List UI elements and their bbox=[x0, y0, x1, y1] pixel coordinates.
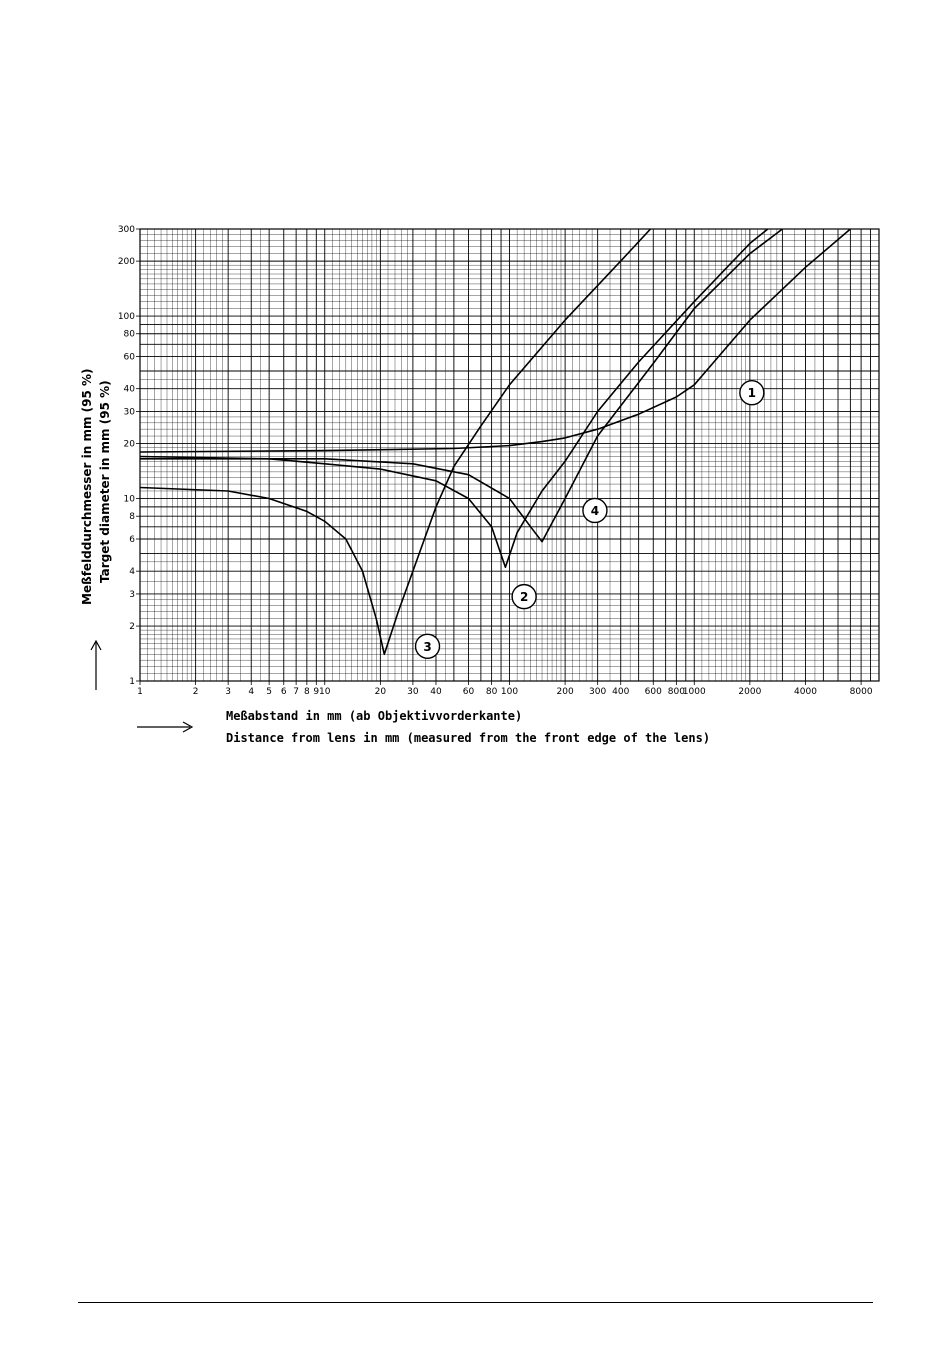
y-tick-label: 1 bbox=[129, 677, 135, 687]
y-tick-label: 8 bbox=[129, 512, 135, 523]
x-axis-label-english: Distance from lens in mm (measured from the front edge of the lens) bbox=[226, 731, 711, 745]
series-line-1 bbox=[140, 229, 850, 452]
curve-label-text: 2 bbox=[519, 590, 529, 605]
y-axis-label-english: Target diameter in mm (95 %) bbox=[98, 380, 112, 583]
x-tick-label: 3 bbox=[225, 687, 232, 697]
x-tick-label: 200 bbox=[556, 687, 574, 697]
y-tick-label: 80 bbox=[123, 329, 135, 340]
x-tick-label: 1000 bbox=[682, 687, 706, 697]
x-tick-label: 2000 bbox=[738, 687, 762, 697]
x-tick-label: 6 bbox=[280, 687, 287, 697]
y-tick-label: 2 bbox=[129, 622, 135, 633]
y-tick-label: 300 bbox=[117, 225, 135, 235]
chart-series bbox=[140, 229, 850, 654]
curve-label-text: 3 bbox=[423, 639, 432, 654]
x-axis-label-german: Meßabstand in mm (ab Objektivvorderkante) bbox=[226, 709, 523, 723]
x-tick-label: 8000 bbox=[849, 687, 873, 697]
x-tick-label: 10 bbox=[319, 687, 331, 697]
y-tick-label: 4 bbox=[129, 567, 135, 578]
x-tick-label: 40 bbox=[430, 687, 442, 697]
x-tick-label: 400 bbox=[612, 687, 630, 697]
y-tick-label: 6 bbox=[129, 535, 135, 546]
y-tick-label: 10 bbox=[123, 494, 135, 505]
x-tick-label: 4000 bbox=[794, 687, 817, 697]
chart-grid bbox=[140, 229, 879, 681]
y-tick-label: 60 bbox=[123, 352, 135, 363]
curve-label-text: 4 bbox=[590, 503, 600, 518]
x-tick-label: 7 bbox=[293, 687, 299, 697]
x-tick-label: 8 bbox=[303, 687, 310, 697]
x-tick-label: 60 bbox=[462, 687, 475, 697]
x-tick-label: 9 bbox=[313, 687, 320, 697]
y-tick-label: 3 bbox=[129, 589, 135, 600]
y-axis-label-german: Meßfelddurchmesser in mm (95 %) bbox=[80, 368, 94, 605]
x-tick-label: 80 bbox=[485, 687, 498, 697]
y-tick-label: 20 bbox=[123, 439, 135, 450]
y-tick-label: 30 bbox=[123, 407, 135, 418]
footer-rule bbox=[78, 1302, 873, 1303]
x-tick-label: 300 bbox=[589, 687, 607, 697]
x-tick-label: 600 bbox=[644, 687, 662, 697]
y-tick-label: 200 bbox=[117, 257, 135, 268]
x-tick-label: 5 bbox=[266, 687, 273, 697]
x-tick-label: 30 bbox=[407, 687, 419, 697]
x-tick-label: 1 bbox=[137, 687, 143, 697]
y-tick-label: 100 bbox=[117, 312, 135, 323]
curve-label-text: 1 bbox=[747, 386, 757, 401]
y-tick-label: 40 bbox=[123, 384, 135, 395]
x-tick-label: 20 bbox=[374, 687, 387, 697]
x-tick-label: 4 bbox=[248, 687, 255, 697]
x-tick-label: 800 bbox=[667, 687, 685, 697]
x-tick-label: 2 bbox=[192, 687, 199, 697]
x-tick-label: 100 bbox=[500, 687, 519, 697]
